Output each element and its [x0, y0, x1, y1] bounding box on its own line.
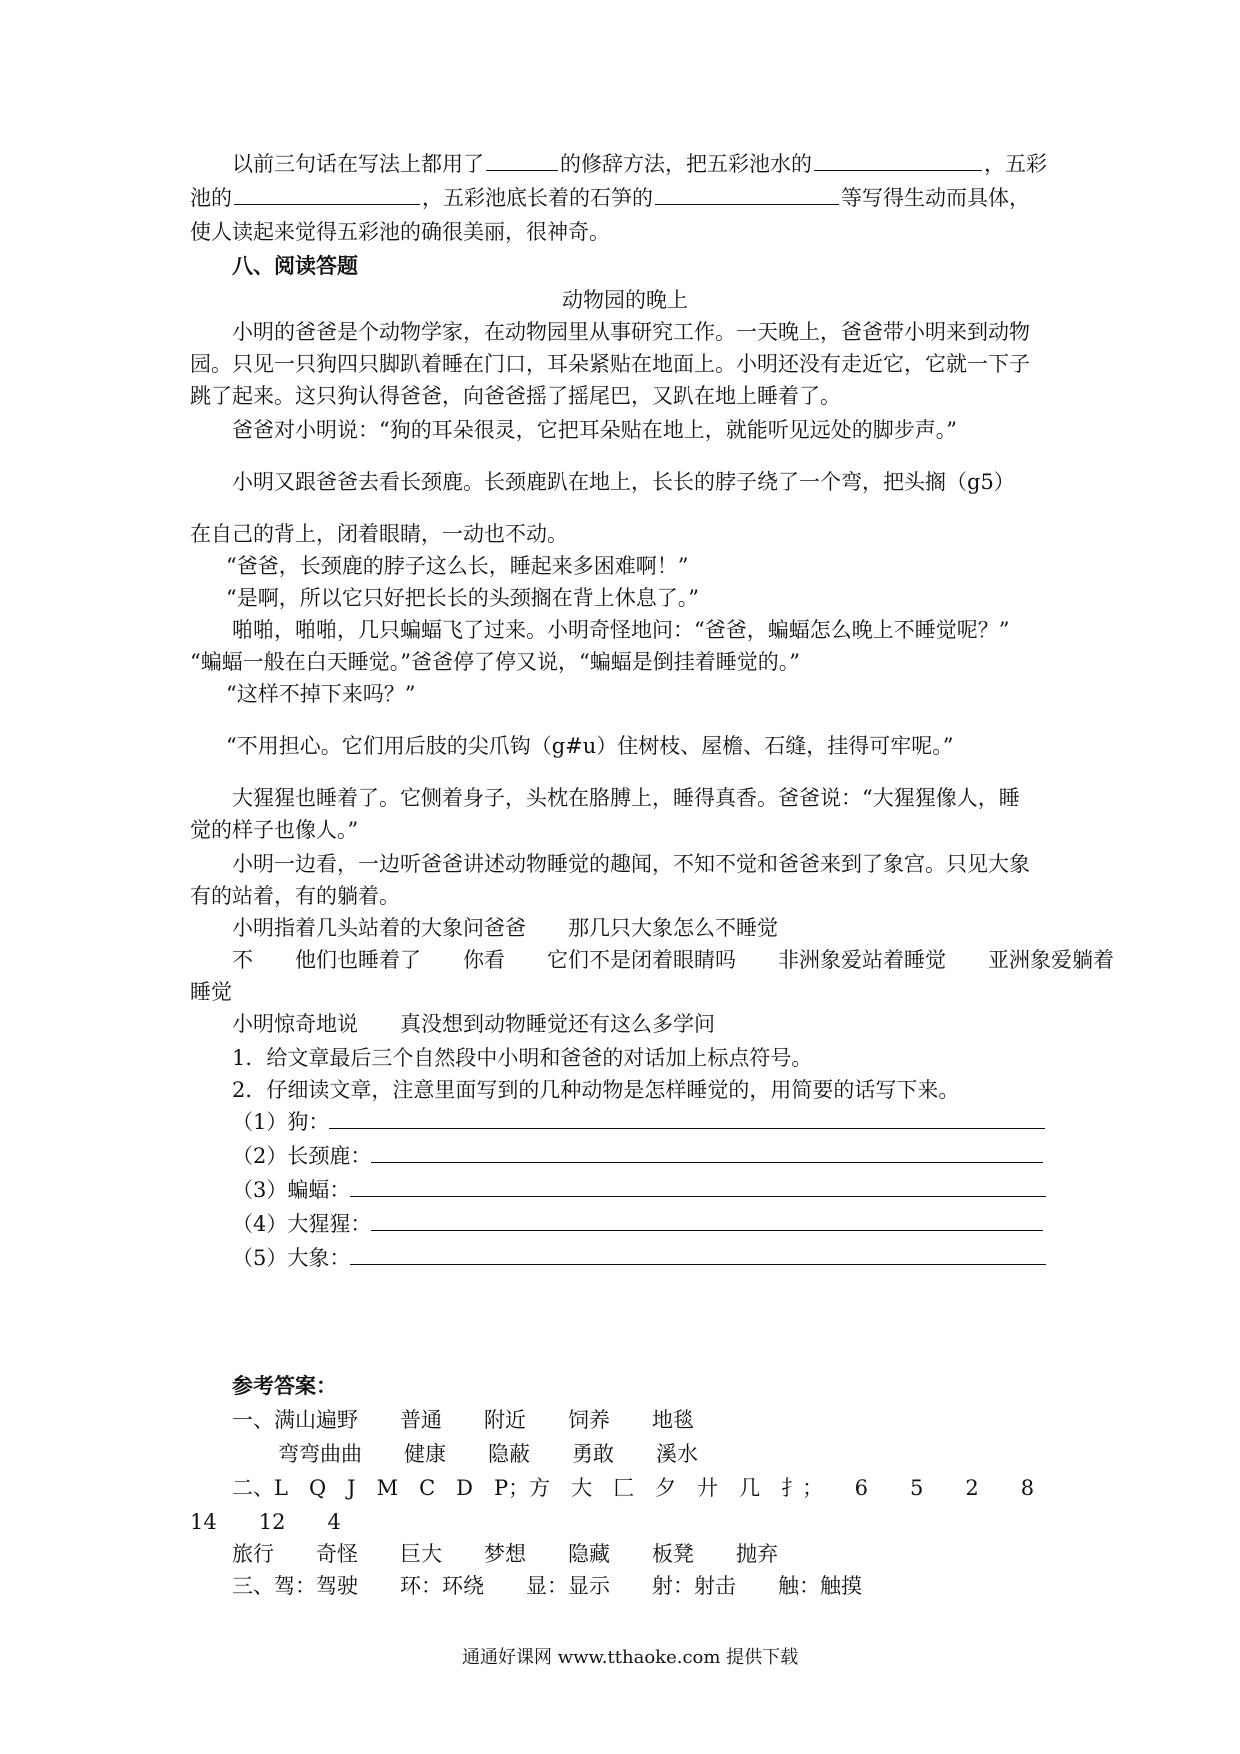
- para-1-line-3: 跳了起来。这只狗认得爸爸，向爸爸摇了摇尾巴，又趴在地上睡着了。: [190, 384, 841, 408]
- para-11-line-1: 小明一边看，一边听爸爸讲述动物睡觉的趣闻，不知不觉和爸爸来到了象宫。只见大象: [232, 852, 1030, 876]
- q7-text-2a: 池的: [190, 186, 232, 210]
- answer-label-elephant: （5）大象：: [232, 1246, 351, 1270]
- blank-3[interactable]: [234, 184, 420, 205]
- answer-line-bat[interactable]: [350, 1176, 1046, 1197]
- para-12: 小明指着几头站着的大象问爸爸 那几只大象怎么不睡觉: [232, 916, 778, 940]
- q7-line-2: [190, 184, 1030, 212]
- answer-2-line-3: 旅行 奇怪 巨大 梦想 隐藏 板凳 抛弃: [232, 1542, 778, 1566]
- blank-1[interactable]: [486, 150, 558, 171]
- answer-line-elephant[interactable]: [350, 1244, 1046, 1265]
- answer-3: 三、驾：驾驶 环：环绕 显：显示 射：射击 触：触摸: [232, 1574, 862, 1598]
- task-2: 2．仔细读文章，注意里面写到的几种动物是怎样睡觉的，用简要的话写下来。: [232, 1078, 960, 1102]
- para-2: 爸爸对小明说：“狗的耳朵很灵，它把耳朵贴在地上，就能听见远处的脚步声。”: [232, 418, 957, 442]
- answer-label-gorilla: （4）大猩猩：: [232, 1212, 372, 1236]
- para-13-line-2: 睡觉: [190, 980, 232, 1004]
- answer-label-dog: （1）狗：: [232, 1110, 330, 1134]
- para-10-line-2: 觉的样子也像人。”: [190, 818, 359, 842]
- answer-item-giraffe: [232, 1142, 1043, 1170]
- answer-item-elephant: [232, 1244, 1046, 1272]
- answer-line-dog[interactable]: [329, 1108, 1045, 1129]
- para-8: “这样不掉下来吗？”: [226, 682, 416, 706]
- para-7: “蝙蝠一般在白天睡觉。”爸爸停了停又说，“蝙蝠是倒挂着睡觉的。”: [190, 650, 800, 674]
- page-footer: 通通好课网 www.tthaoke.com 提供下载: [462, 1647, 799, 1668]
- para-10-line-1: 大猩猩也睡着了。它侧着身子，头枕在胳膊上，睡得真香。爸爸说：“大猩猩像人，睡: [232, 786, 1020, 810]
- answer-label-bat: （3）蝙蝠：: [232, 1178, 351, 1202]
- answer-item-gorilla: [232, 1210, 1043, 1238]
- q7-text-2c: 等写得生动而具体，: [841, 186, 1030, 210]
- task-1: 1．给文章最后三个自然段中小明和爸爸的对话加上标点符号。: [232, 1046, 813, 1070]
- answer-item-dog: [232, 1108, 1045, 1136]
- para-3-line-1: 小明又跟爸爸去看长颈鹿。长颈鹿趴在地上，长长的脖子绕了一个弯，把头搁（g5）: [232, 470, 1015, 494]
- blank-2[interactable]: [814, 150, 982, 171]
- answer-2-line-1: 二、L Q J M C D P；方 大 匚 夕 廾 几 扌； 6 5 2 8: [232, 1476, 1035, 1500]
- answer-1-line-1: 一、满山遍野 普通 附近 饲养 地毯: [232, 1408, 694, 1432]
- para-11-line-2: 有的站着，有的躺着。: [190, 884, 400, 908]
- q7-text-1b: 的修辞方法，把五彩池水的: [560, 152, 812, 176]
- article-title: 动物园的晚上: [562, 288, 688, 312]
- para-3-line-2: 在自己的背上，闭着眼睛，一动也不动。: [190, 522, 568, 546]
- blank-4[interactable]: [655, 184, 839, 205]
- q7-text-2b: ，五彩池底长着的石笋的: [422, 186, 653, 210]
- para-1-line-1: 小明的爸爸是个动物学家，在动物园里从事研究工作。一天晚上，爸爸带小明来到动物: [232, 320, 1030, 344]
- para-9: “不用担心。它们用后肢的尖爪钩（g#u）住树枝、屋檐、石缝，挂得可牢呢。”: [226, 734, 954, 758]
- section-heading-reading: 八、阅读答题: [232, 253, 358, 278]
- answer-line-gorilla[interactable]: [371, 1210, 1043, 1231]
- answer-line-giraffe[interactable]: [371, 1142, 1043, 1163]
- para-5: “是啊，所以它只好把长长的头颈搁在背上休息了。”: [226, 586, 699, 610]
- para-14: 小明惊奇地说 真没想到动物睡觉还有这么多学问: [232, 1012, 715, 1036]
- para-13-line-1: 不 他们也睡着了 你看 它们不是闭着眼睛吗 非洲象爱站着睡觉 亚洲象爱躺着: [232, 948, 1114, 972]
- answer-2-line-2: 14 12 4: [190, 1510, 341, 1534]
- answers-heading: 参考答案：: [232, 1373, 337, 1398]
- para-1-line-2: 园。只见一只狗四只脚趴着睡在门口，耳朵紧贴在地面上。小明还没有走近它，它就一下子: [190, 352, 1030, 376]
- para-6: 啪啪，啪啪，几只蝙蝠飞了过来。小明奇怪地问：“爸爸，蝙蝠怎么晚上不睡觉呢？”: [232, 618, 1010, 642]
- answer-1-line-2: 弯弯曲曲 健康 隐蔽 勇敢 溪水: [278, 1442, 698, 1466]
- para-4: “爸爸，长颈鹿的脖子这么长，睡起来多困难啊！”: [226, 554, 689, 578]
- q7-line-3: 使人读起来觉得五彩池的确很美丽，很神奇。: [190, 220, 610, 244]
- q7-text-1a: 以前三句话在写法上都用了: [232, 152, 484, 176]
- answer-item-bat: [232, 1176, 1046, 1204]
- q7-line-1: [232, 150, 1047, 178]
- q7-text-1c: ，五彩: [984, 152, 1047, 176]
- answer-label-giraffe: （2）长颈鹿：: [232, 1144, 372, 1168]
